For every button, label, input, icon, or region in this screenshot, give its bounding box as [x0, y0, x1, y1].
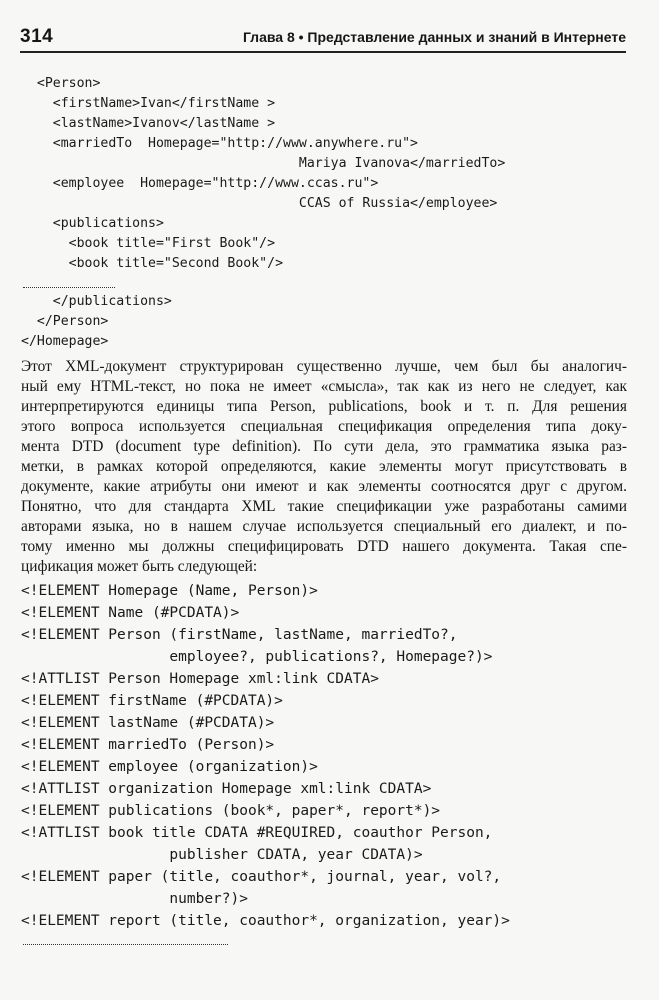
paragraph-line: авторами языка, но в нашем случае используется специальный его диалект, и по- [21, 518, 627, 535]
dtd-line: <!ATTLIST organization Homepage xml:link CDATA> [21, 781, 432, 797]
dtd-line: <!ATTLIST Person Homepage xml:link CDATA> [21, 671, 379, 687]
xml-line: </publications> [21, 294, 172, 309]
dtd-line: <!ELEMENT marriedTo (Person)> [21, 737, 275, 753]
elision-dots [23, 944, 228, 945]
xml-line: <employee Homepage="http://www.ccas.ru"> [21, 176, 379, 191]
dtd-line: <!ELEMENT report (title, coauthor*, organization, year)> [21, 913, 510, 929]
page-header [20, 26, 626, 50]
xml-line: CCAS of Russia</employee> [21, 196, 498, 211]
paragraph-line: цификация может быть следующей: [21, 558, 258, 575]
dtd-line: <!ELEMENT employee (organization)> [21, 759, 318, 775]
dtd-line: <!ELEMENT publications (book*, paper*, report*)> [21, 803, 441, 819]
xml-line: <book title="First Book"/> [21, 236, 276, 251]
dtd-line: <!ATTLIST book title CDATA #REQUIRED, coauthor Person, [21, 825, 493, 841]
paragraph-line: этого вопроса используется специальная спецификация определения типа доку- [21, 418, 627, 435]
xml-line: Mariya Ivanova</marriedTo> [21, 156, 506, 171]
xml-line: </Person> [21, 314, 109, 329]
dtd-line: <!ELEMENT Homepage (Name, Person)> [21, 583, 318, 599]
paragraph-line: ный ему HTML-текст, но пока не имеет «смысла», так как из него не следует, как [21, 378, 627, 395]
paragraph-line: Этот XML-документ структурирован существенно лучше, чем был бы аналогич- [21, 358, 627, 375]
xml-line: <publications> [21, 216, 164, 231]
dtd-line: <!ELEMENT Name (#PCDATA)> [21, 605, 240, 621]
running-title: Глава 8 • Представление данных и знаний в Интернете [242, 29, 626, 45]
dtd-line: <!ELEMENT Person (firstName, lastName, marriedTo?, [21, 627, 458, 643]
dtd-line: <!ELEMENT firstName (#PCDATA)> [21, 693, 283, 709]
xml-line: </Homepage> [21, 334, 109, 349]
xml-line: <lastName>Ivanov</lastName > [21, 116, 276, 131]
paragraph-line: интерпретируются единицы типа Person, publications, book и т. п. Для решения [21, 398, 627, 415]
xml-line: <marriedTo Homepage="http://www.anywhere.ru"> [21, 136, 418, 151]
dtd-line: employee?, publications?, Homepage?)> [21, 649, 493, 665]
xml-line: <Person> [21, 76, 101, 91]
header-rule [20, 51, 626, 53]
paragraph-line: документе, какие атрибуты они имеют и как элементы соотносятся друг с другом. [21, 478, 627, 495]
xml-line: <book title="Second Book"/> [21, 256, 284, 271]
elision-dots [23, 287, 115, 288]
dtd-code-block [21, 580, 510, 929]
dtd-line: number?)> [21, 891, 248, 907]
paragraph-line: метки, в рамках которой определяются, какие элементы могут присутствовать в [21, 458, 627, 475]
paragraph-line: мента DTD (document type definition). По сути дела, это грамматика языка раз- [21, 438, 627, 455]
xml-code-block [21, 74, 506, 359]
dtd-line: publisher CDATA, year CDATA)> [21, 847, 423, 863]
paragraph-line: Понятно, что для стандарта XML такие спецификации уже разработаны самими [21, 498, 627, 515]
xml-line: <firstName>Ivan</firstName > [21, 96, 276, 111]
dtd-line: <!ELEMENT lastName (#PCDATA)> [21, 715, 275, 731]
paragraph-line: тому именно мы должны специфицировать DTD нашего документа. Такая спе- [21, 538, 627, 555]
dtd-line: <!ELEMENT paper (title, coauthor*, journal, year, vol?, [21, 869, 502, 885]
page-number: 314 [20, 26, 54, 47]
